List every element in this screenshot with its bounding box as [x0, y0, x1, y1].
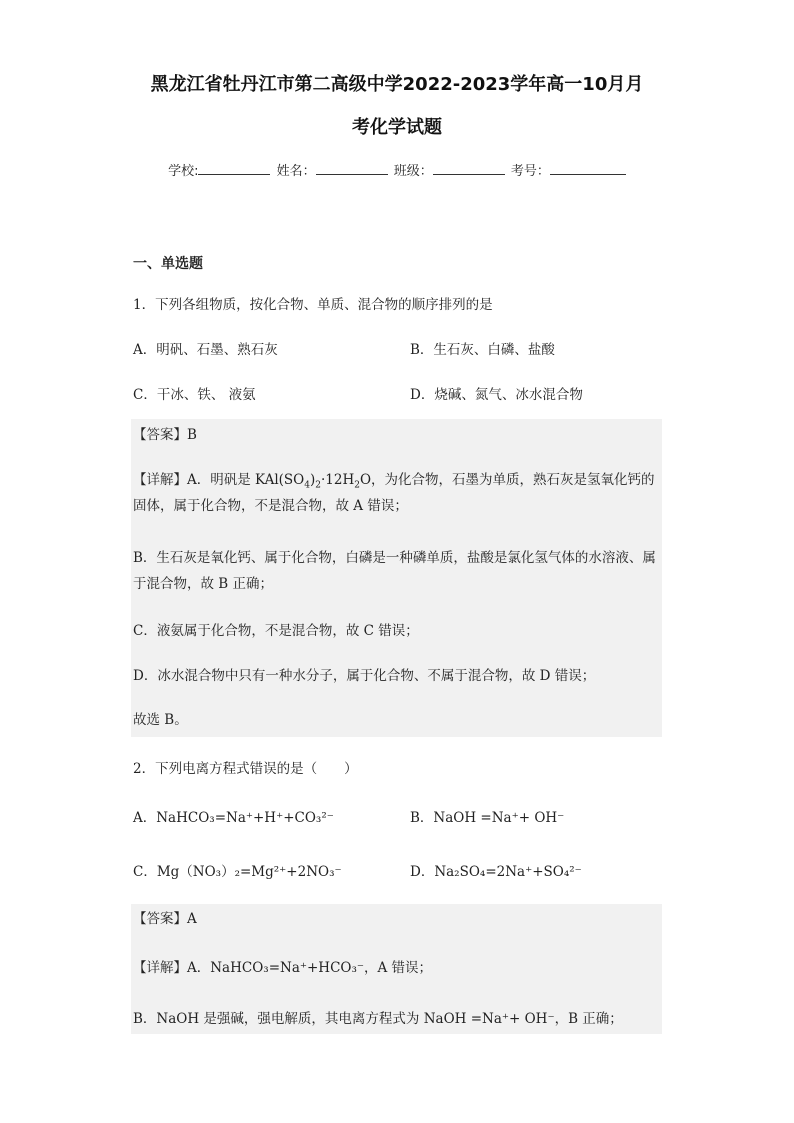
q1-answer: 【答案】B	[133, 427, 197, 443]
name-blank	[316, 162, 388, 175]
section-title: 一、单选题	[133, 256, 203, 272]
exam-number-label: 考号：	[510, 164, 550, 179]
q2-option-c: C．Mg（NO₃）₂=Mg²⁺+2NO₃⁻	[133, 864, 342, 880]
class-blank	[433, 162, 505, 175]
q1-option-a: A．明矾、石墨、熟石灰	[133, 342, 278, 358]
q1-detail-a: 【详解】A．明矾是 $KAl(SO_4)_2\cdot 12H_2O$，为化合物，石墨为单质，熟石灰是氢氧化钙的固体，属于化合物，不是混合物，故 A 错误；	[133, 472, 655, 514]
school-label: 学校:	[168, 164, 199, 179]
q1-stem: 1．下列各组物质，按化合物、单质、混合物的顺序排列的是	[133, 297, 493, 313]
school-blank	[198, 162, 270, 175]
class-label: 班级：	[393, 164, 433, 179]
q2-option-b: B．NaOH =Na⁺+ OH⁻	[410, 810, 565, 826]
q1-detail-d: D．冰水混合物中只有一种水分子，属于化合物、不属于混合物，故 D 错误；	[133, 668, 596, 684]
q2-detail-a: 【详解】A．NaHCO₃=Na⁺+HCO₃⁻，A 错误；	[133, 960, 433, 976]
exam-title-line-1: 黑龙江省牡丹江市第二高级中学2022-2023学年高一10月月	[150, 74, 644, 95]
student-info-row	[0, 160, 794, 179]
q2-detail-b: B．NaOH 是强碱，强电解质，其电离方程式为 NaOH =Na⁺+ OH⁻，B 正确；	[133, 1011, 623, 1027]
q1-option-c: C．干冰、铁、 液氨	[133, 387, 256, 403]
q2-stem: 2．下列电离方程式错误的是（ ）	[133, 761, 358, 777]
exam-title-line-2: 考化学试题	[352, 117, 442, 138]
q2-answer: 【答案】A	[133, 911, 197, 927]
q2-option-d: D．Na₂SO₄=2Na⁺+SO₄²⁻	[410, 864, 582, 880]
q1-option-b: B．生石灰、白磷、盐酸	[410, 342, 555, 358]
q1-detail-b: B．生石灰是氧化钙、属于化合物，白磷是一种磷单质，盐酸是氯化氢气体的水溶液、属于混合物，故 B 正确；	[133, 550, 656, 592]
q2-option-a: A．NaHCO₃=Na⁺+H⁺+CO₃²⁻	[133, 810, 334, 826]
name-label: 姓名：	[276, 164, 316, 179]
exam-number-blank	[550, 162, 626, 175]
q1-conclusion: 故选 B。	[133, 712, 188, 728]
q1-detail-c: C．液氨属于化合物，不是混合物，故 C 错误；	[133, 623, 419, 639]
q1-option-d: D．烧碱、氮气、冰水混合物	[410, 387, 583, 403]
